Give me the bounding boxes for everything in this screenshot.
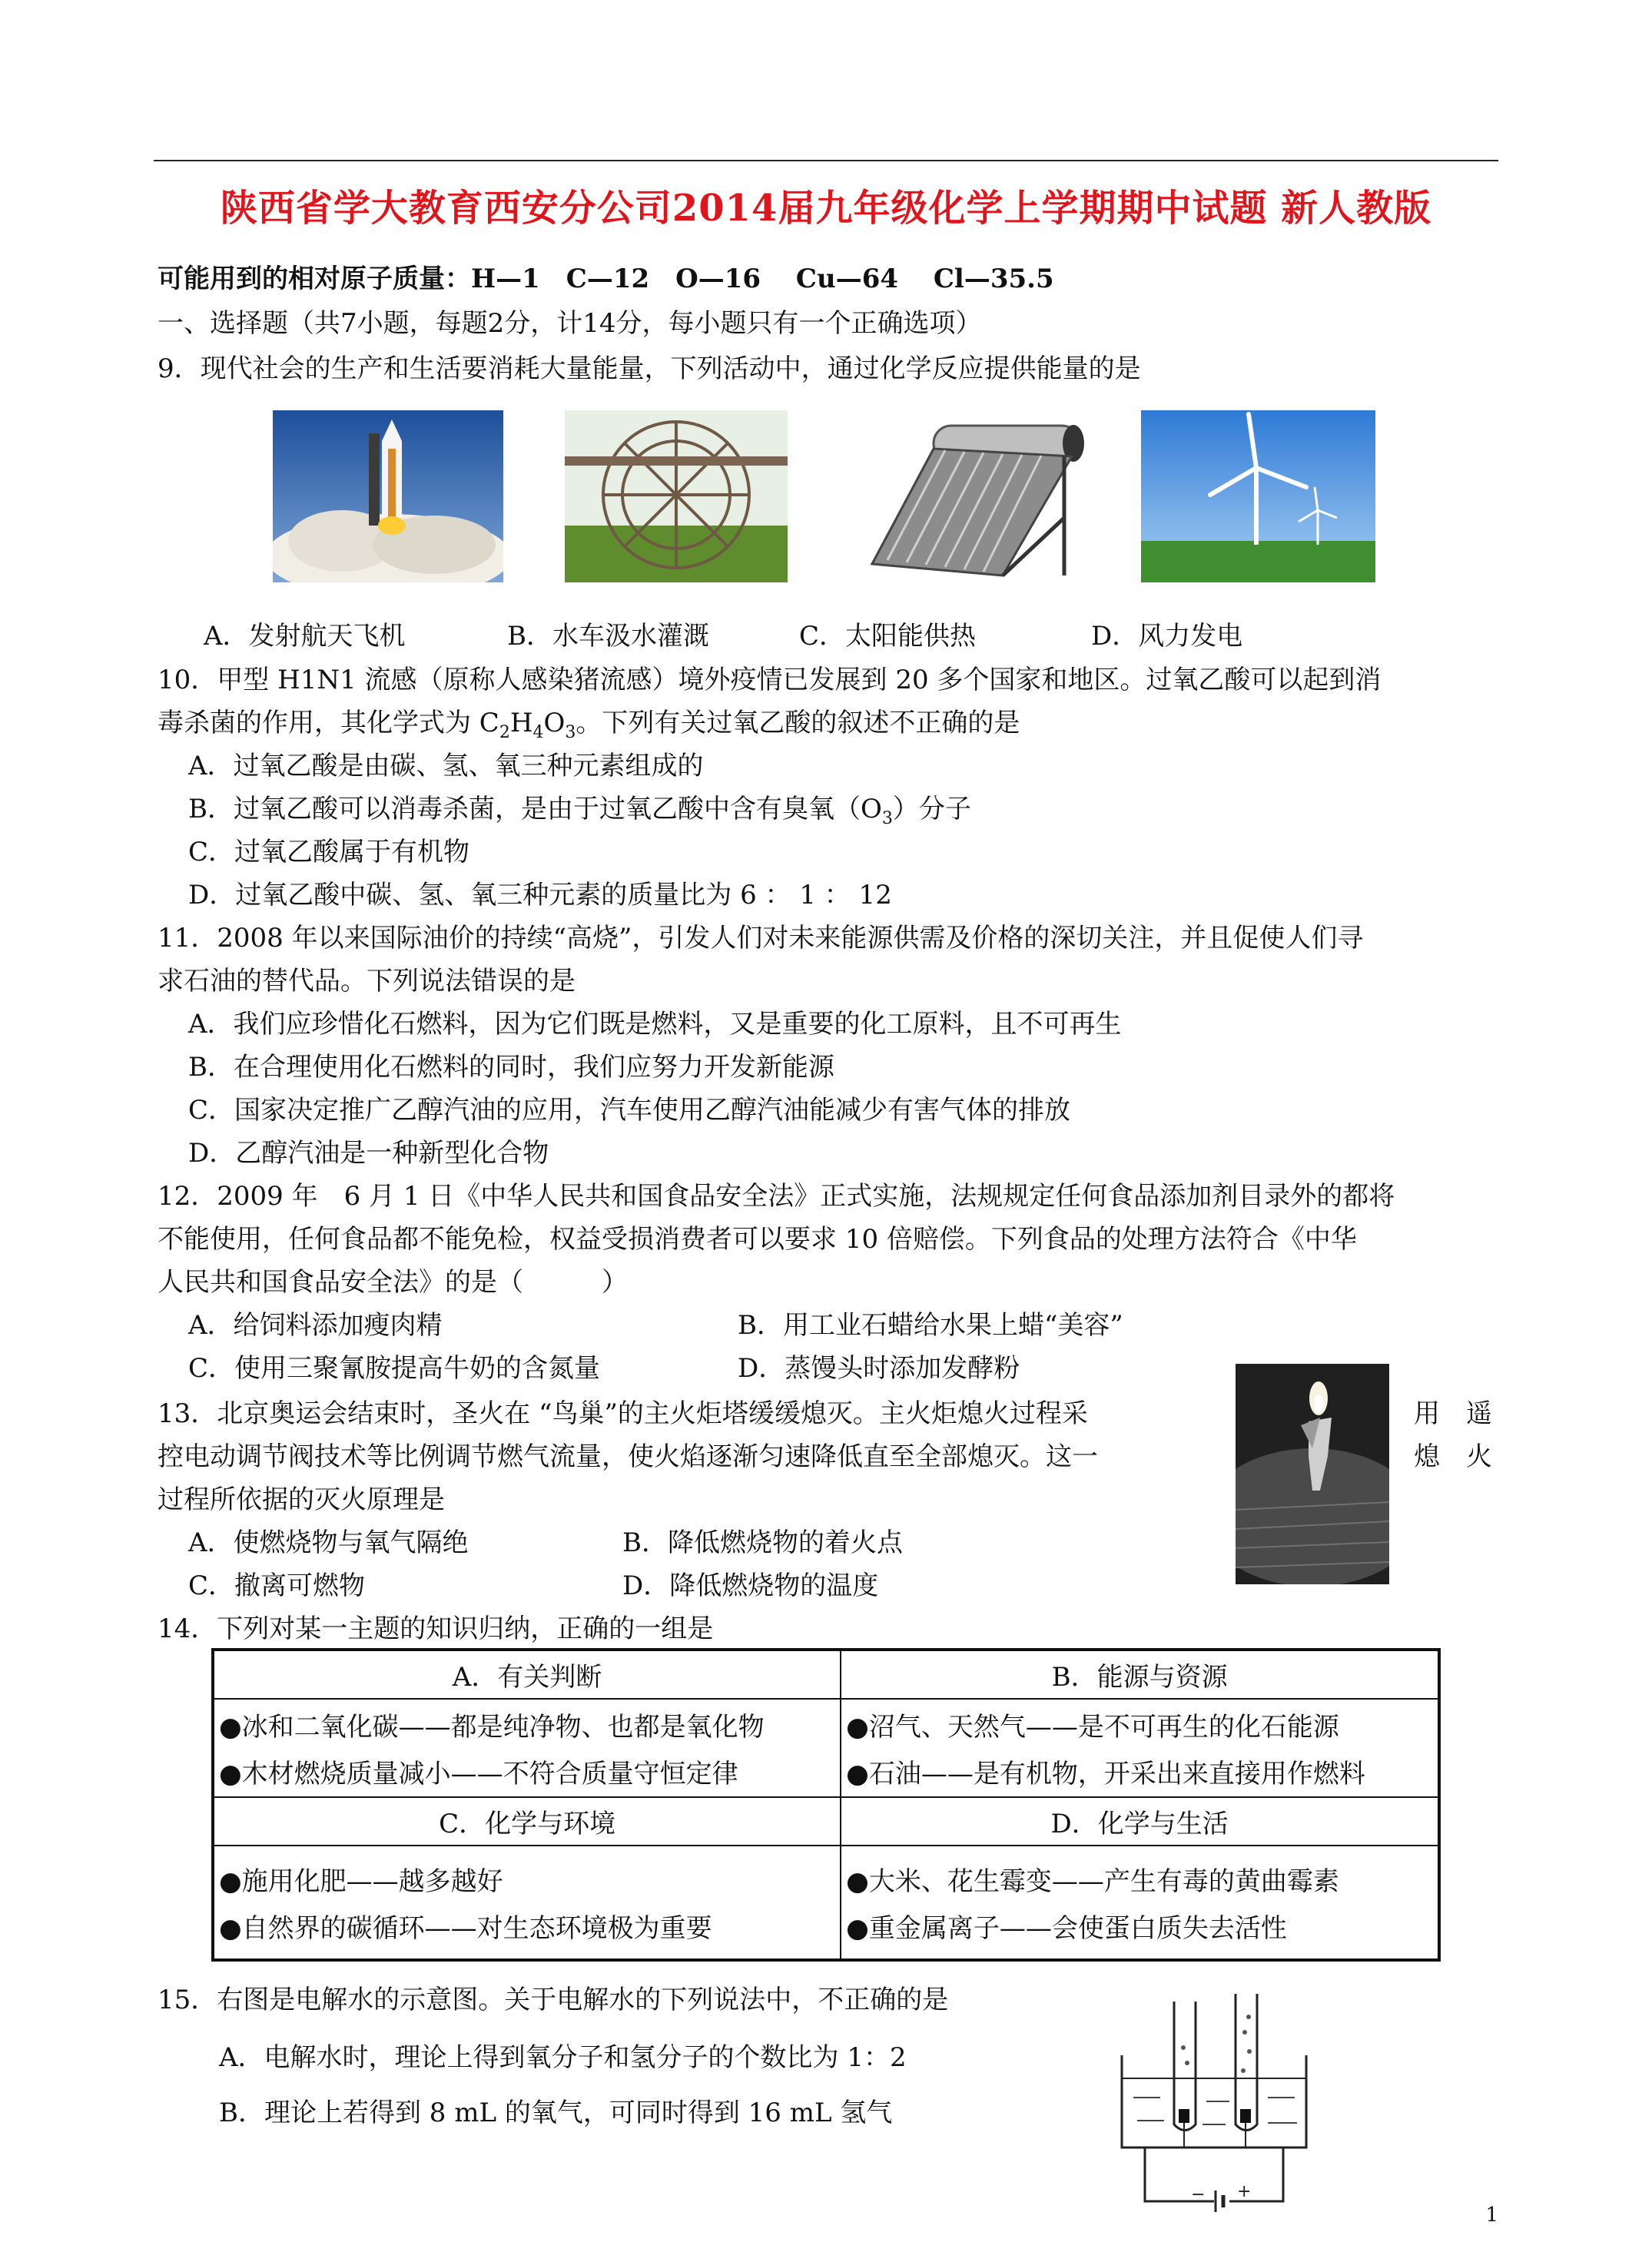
list-item: ●石油——是有机物，开采出来直接用作燃料 xyxy=(846,1759,1365,1789)
q14-stem: 14．下列对某一主题的知识归纳，正确的一组是 xyxy=(158,1614,714,1644)
q12-stem-line1: 12．2009 年 6 月 1 日《中华人民共和国食品安全法》正式实施，法规规定任何食品添加剂目录外的都将 xyxy=(158,1181,1395,1212)
table-header-a: A．有关判断 xyxy=(213,1650,841,1699)
list-item: ●大米、花生霉变——产生有毒的黄曲霉素 xyxy=(846,1866,1339,1897)
table-cell-a xyxy=(213,1699,841,1797)
q15-stem: 15．右图是电解水的示意图。关于电解水的下列说法中，不正确的是 xyxy=(158,1985,949,2015)
solar-water-heater-photo xyxy=(857,410,1087,582)
table-header-b: B．能源与资源 xyxy=(841,1650,1439,1699)
q12-option-c: C．使用三聚氰胺提高牛奶的含氮量 xyxy=(188,1353,601,1384)
olympic-torch-photo xyxy=(1236,1364,1389,1584)
q12-option-b: B．用工业石蜡给水果上蜡“美容” xyxy=(738,1310,1123,1341)
q9-option-d: D．风力发电 xyxy=(1091,621,1243,652)
table-header-d: D．化学与生活 xyxy=(841,1797,1439,1846)
q13-option-c: C．撤离可燃物 xyxy=(188,1570,366,1601)
q9-option-b: B．水车汲水灌溉 xyxy=(507,621,709,652)
q11-option-c: C．国家决定推广乙醇汽油的应用，汽车使用乙醇汽油能减少有害气体的排放 xyxy=(188,1095,1071,1126)
table-cell-c xyxy=(213,1846,841,1960)
q10-option-b: B．过氧乙酸可以消毒杀菌，是由于过氧乙酸中含有臭氧$(O_3)$分子 xyxy=(188,794,971,828)
list-item: ●冰和二氧化碳——都是纯净物、也都是氧化物 xyxy=(219,1712,765,1743)
q15-option-b: B．理论上若得到 8 mL 的氧气，可同时得到 16 mL 氢气 xyxy=(219,2098,893,2128)
section-heading: 一、选择题（共7小题，每题2分，计14分，每小题只有一个正确选项） xyxy=(158,308,982,339)
q13-stem-line2: 控电动调节阀技术等比例调节燃气流量，使火焰逐渐匀速降低直至全部熄灭。这一 xyxy=(158,1441,1098,1472)
q11-option-a: A．我们应珍惜化石燃料，因为它们既是燃料，又是重要的化工原料，且不可再生 xyxy=(188,1009,1122,1040)
page-number: 1 xyxy=(1485,2204,1498,2227)
q9-option-a: A．发射航天飞机 xyxy=(204,621,406,652)
svg-text:−: − xyxy=(1191,2185,1206,2204)
q11-option-d: D．乙醇汽油是一种新型化合物 xyxy=(188,1138,549,1169)
knowledge-table xyxy=(211,1648,1441,1962)
q15-option-a: A．电解水时，理论上得到氧分子和氢分子的个数比为 1：2 xyxy=(219,2042,907,2073)
list-item: ●木材燃烧质量减小——不符合质量守恒定律 xyxy=(219,1759,738,1789)
atomic-mass-line: 可能用到的相对原子质量：H—1 C—12 O—16 Cu—64 Cl—35.5 xyxy=(158,264,1054,294)
list-item: ●施用化肥——越多越好 xyxy=(219,1866,503,1897)
q11-option-b: B．在合理使用化石燃料的同时，我们应努力开发新能源 xyxy=(188,1052,834,1083)
q11-stem-line2: 求石油的替代品。下列说法错误的是 xyxy=(158,966,576,997)
q12-option-a: A．给饲料添加瘦肉精 xyxy=(188,1310,443,1341)
table-cell-d xyxy=(841,1846,1439,1960)
q13-option-d: D．降低燃烧物的温度 xyxy=(622,1570,879,1601)
q13-stem-line2-tail: 熄 火 xyxy=(1414,1441,1492,1472)
page-title: 陕西省学大教育西安分公司2014届九年级化学上学期期中试题 新人教版 xyxy=(220,187,1432,230)
list-item: ●沼气、天然气——是不可再生的化石能源 xyxy=(846,1712,1339,1743)
list-item: ●自然界的碳循环——对生态环境极为重要 xyxy=(219,1913,712,1944)
wind-turbine-photo xyxy=(1141,410,1375,582)
rocket-launch-photo xyxy=(273,410,503,582)
q13-option-b: B．降低燃烧物的着火点 xyxy=(622,1527,903,1558)
q13-option-a: A．使燃烧物与氧气隔绝 xyxy=(188,1527,469,1558)
q10-option-c: C．过氧乙酸属于有机物 xyxy=(188,837,470,867)
waterwheel-photo xyxy=(565,410,788,582)
table-cell-b xyxy=(841,1699,1439,1797)
q12-stem-line3: 人民共和国食品安全法》的是（ ） xyxy=(158,1267,628,1298)
q13-stem-line3: 过程所依据的灭火原理是 xyxy=(158,1484,445,1515)
table-header-c: C．化学与环境 xyxy=(213,1797,841,1846)
q9-option-c: C．太阳能供热 xyxy=(799,621,977,652)
q10-option-a: A．过氧乙酸是由碳、氢、氧三种元素组成的 xyxy=(188,751,704,781)
q10-stem-line1: 10．甲型 H1N1 流感（原称人感染猪流感）境外疫情已发展到 20 多个国家和地区。过氧乙酸可以起到消 xyxy=(158,665,1382,695)
q10-option-d: D．过氧乙酸中碳、氢、氧三种元素的质量比为 6 ： 1 ： 12 xyxy=(188,880,892,910)
q13-stem-line1-tail: 用 遥 xyxy=(1414,1398,1492,1429)
electrolysis-diagram xyxy=(1114,1986,1322,2217)
list-item: ●重金属离子——会使蛋白质失去活性 xyxy=(846,1913,1287,1944)
q13-stem-line1: 13．北京奥运会结束时，圣火在 “鸟巢”的主火炬塔缓缓熄灭。主火炬熄火过程采 xyxy=(158,1398,1088,1429)
q12-option-d: D．蒸馒头时添加发酵粉 xyxy=(738,1353,1020,1384)
q12-stem-line2: 不能使用，任何食品都不能免检，权益受损消费者可以要求 10 倍赔偿。下列食品的处理方法符合《中华 xyxy=(158,1224,1357,1255)
q11-stem-line1: 11．2008 年以来国际油价的持续“高烧”，引发人们对未来能源供需及价格的深切关注，并且促使人们寻 xyxy=(158,923,1364,954)
header-rule xyxy=(154,160,1498,161)
q9-stem: 9．现代社会的生产和生活要消耗大量能量，下列活动中，通过化学反应提供能量的是 xyxy=(158,353,1141,384)
svg-text:+: + xyxy=(1237,2182,1252,2201)
q10-stem-line2: 毒杀菌的作用，其化学式为 $C_2H_4O_3$。下列有关过氧乙酸的叙述不正确的是 xyxy=(158,708,1020,742)
